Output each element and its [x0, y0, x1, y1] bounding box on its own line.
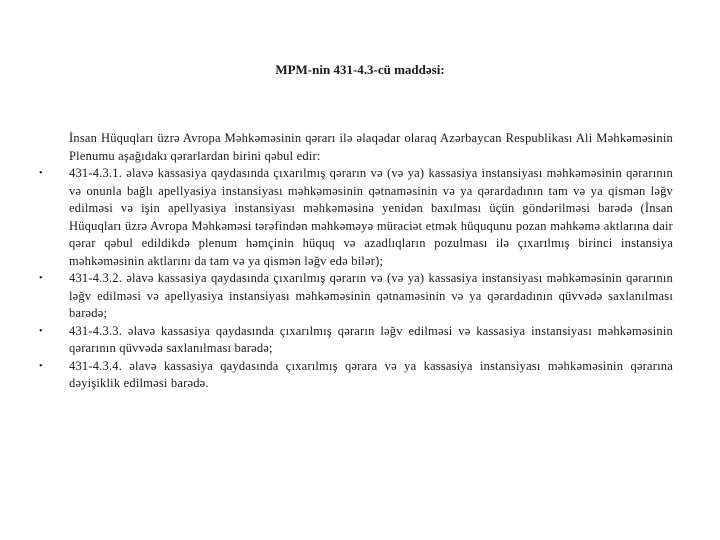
- list-item-text: 431-4.3.4. əlavə kassasiya qaydasında çıxarılmış qərara və ya kassasiya instansiyası məhkəməsinin qərarına dəyişiklik edilməsi barədə.: [69, 358, 673, 390]
- list-item: [39, 323, 673, 358]
- list-item-text: 431-4.3.3. əlavə kassasiya qaydasında çıxarılmış qərarın ləğv edilməsi və kassasiya instansiyası məhkəməsinin qərarının qüvvədə saxlanılması barədə;: [69, 323, 673, 355]
- page-title: MPM-nin 431-4.3-cü maddəsi:: [275, 62, 445, 77]
- list-item: [39, 270, 673, 323]
- list-item-text: 431-4.3.2. əlavə kassasiya qaydasında çıxarılmış qərarın və (və ya) kassasiya instansiyası məhkəməsinin qərarının ləğv edilməsi və apellyasiya instansiyası məhkəməsinin qətnaməsinin və ya qərardadının qüvvədə saxlanılması barədə;: [69, 271, 673, 320]
- article-list: [39, 165, 673, 393]
- bullet-icon: •: [39, 273, 43, 284]
- bullet-icon: •: [39, 168, 43, 179]
- intro-paragraph: İnsan Hüquqları üzrə Avropa Məhkəməsinin qərarı ilə əlaqədar olaraq Azərbaycan Respublikası Ali Məhkəməsinin Plenumu aşağıdakı qərarlardan birini qəbul edir:: [69, 131, 673, 163]
- list-item: [39, 165, 673, 270]
- bullet-icon: •: [39, 325, 43, 337]
- list-item-text: 431-4.3.1. əlavə kassasiya qaydasında çıxarılmış qərarın və (və ya) kassasiya instansiyası məhkəməsinin qərarının və onunla bağlı apellyasiya instansiyası məhkəməsinin qətnaməsinin və ya qərardadının tam və ya qismən ləğv edilməsi və işin apellyasiya instansiyası məhkəməsinə yenidən baxılması üçün göndərilməsi barədə (İnsan Hüquqları üzrə Avropa Məhkəməsi tərəfindən məhkəməyə müraciət etmək hüququnu pozan məhkəmə aktlarına dair qərar qəbul edildikdə plenum həmçinin hüquq və azadlıqların pozulması ilə çıxarılmış birinci instansiya məhkəməsinin aktlarını da tam və ya qismən ləğv edə bilər);: [69, 166, 673, 268]
- list-item: [39, 358, 673, 393]
- bullet-icon: •: [39, 360, 43, 372]
